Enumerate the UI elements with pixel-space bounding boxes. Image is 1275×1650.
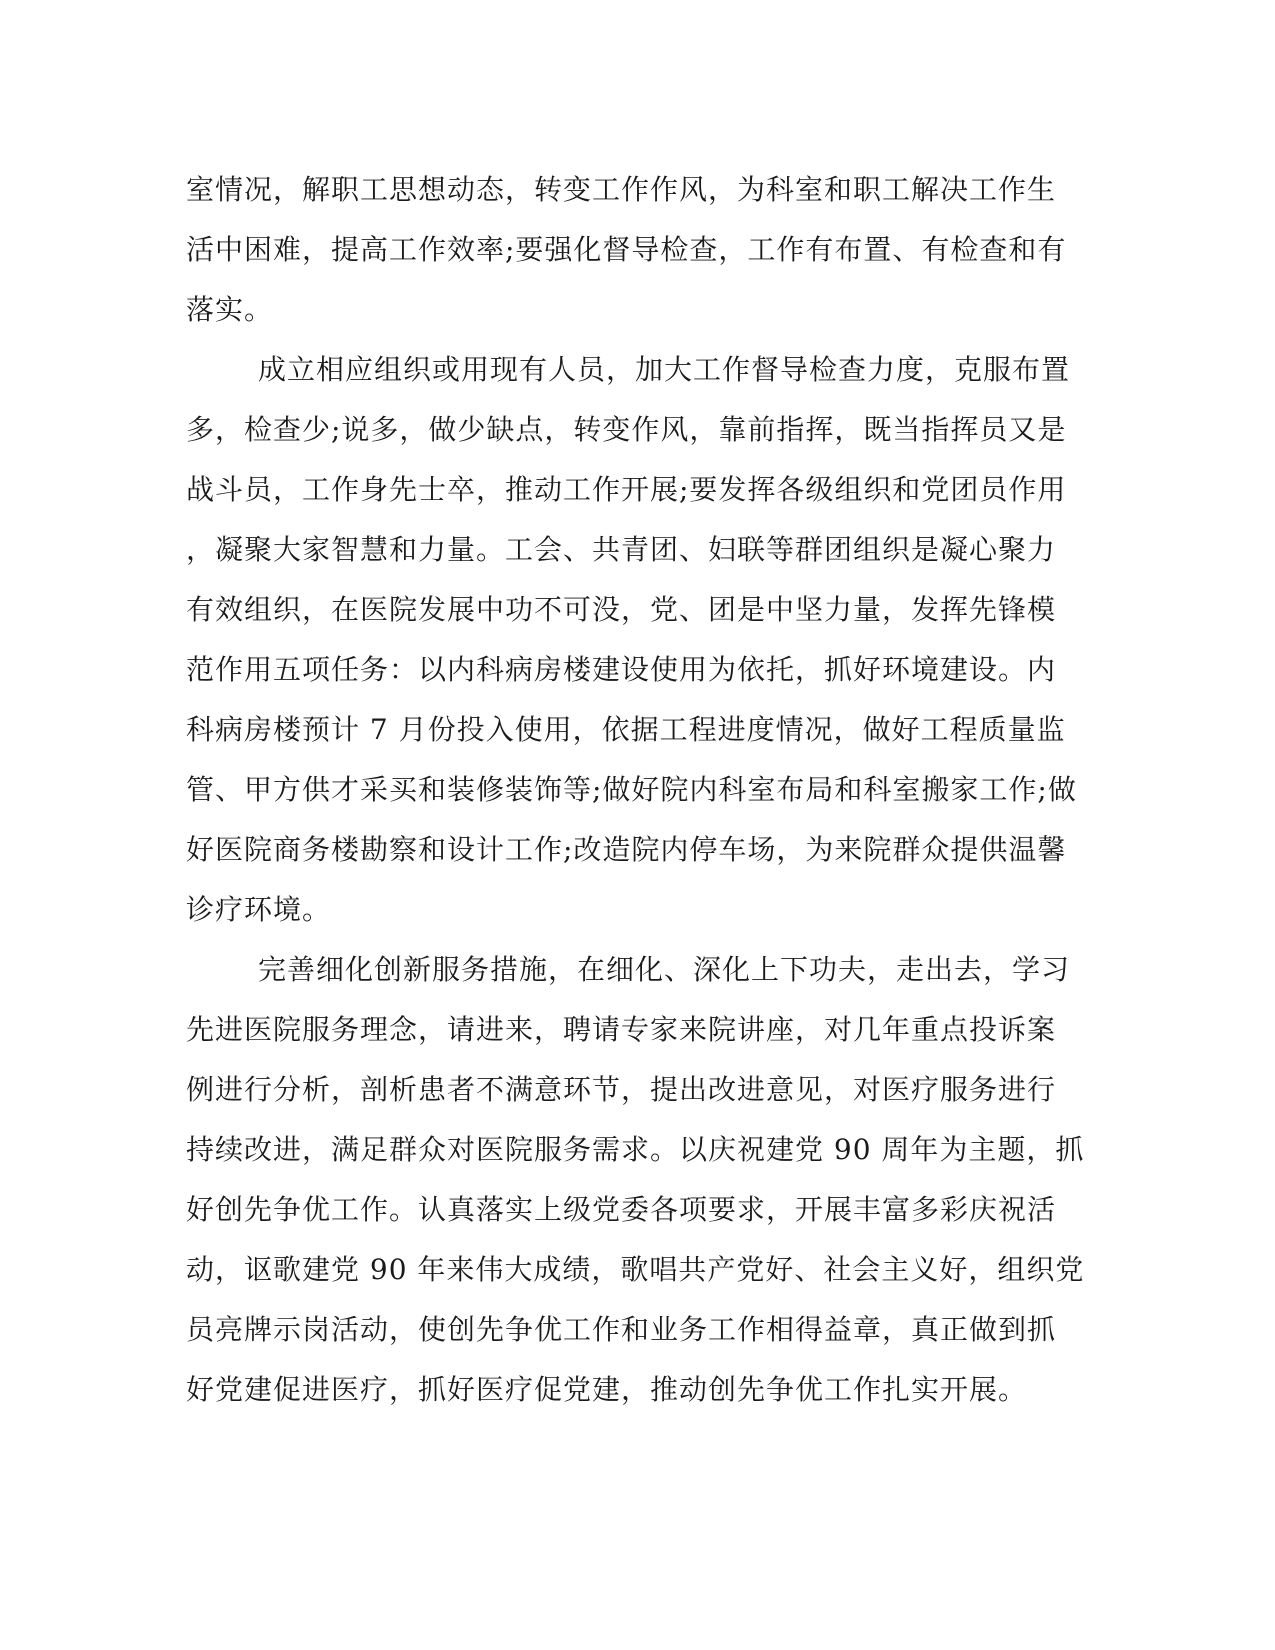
text-line: 持续改进，满足群众对医院服务需求。以庆祝建党 90 周年为主题，抓 [186,1133,1085,1166]
text-line: 诊疗环境。 [186,893,332,926]
text-line: ，凝聚大家智慧和力量。工会、共青团、妇联等群团组织是凝心聚力 [186,533,1057,566]
paragraph-first-line: 完善细化创新服务措施，在细化、深化上下功夫，走出去，学习 [258,953,1071,986]
text-line: 好党建促进医疗，抓好医疗促党建，推动创先争优工作扎实开展。 [186,1373,1028,1406]
text-line: 科病房楼预计 7 月份投入使用，依据工程进度情况，做好工程质量监 [186,713,1066,746]
text-line: 好医院商务楼勘察和设计工作;改造院内停车场，为来院群众提供温馨 [186,833,1067,866]
document-body [186,160,1085,1420]
text-line: 战斗员，工作身先士卒，推动工作开展;要发挥各级组织和党团员作用 [186,473,1067,506]
text-line: 动，讴歌建党 90 年来伟大成绩，歌唱共产党好、社会主义好，组织党 [186,1253,1085,1286]
text-line: 先进医院服务理念，请进来，聘请专家来院讲座，对几年重点投诉案 [186,1013,1057,1046]
text-line: 管、甲方供才采买和装修装饰等;做好院内科室布局和科室搬家工作;做 [186,773,1077,806]
text-line: 活中困难，提高工作效率;要强化督导检查，工作有布置、有检查和有 [186,233,1067,266]
text-line: 落实。 [186,293,274,326]
text-line: 例进行分析，剖析患者不满意环节，提出改进意见，对医疗服务进行 [186,1073,1057,1106]
text-line: 员亮牌示岗活动，使创先争优工作和业务工作相得益章，真正做到抓 [186,1313,1057,1346]
paragraph-first-line: 成立相应组织或用现有人员，加大工作督导检查力度，克服布置 [258,353,1071,386]
text-line: 好创先争优工作。认真落实上级党委各项要求，开展丰富多彩庆祝活 [186,1193,1057,1226]
text-line: 范作用五项任务：以内科病房楼建设使用为依托，抓好环境建设。内 [186,653,1057,686]
text-line: 室情况，解职工思想动态，转变工作作风，为科室和职工解决工作生 [186,173,1057,206]
text-line: 有效组织，在医院发展中功不可没，党、团是中坚力量，发挥先锋模 [186,593,1057,626]
text-line: 多，检查少;说多，做少缺点，转变作风，靠前指挥，既当指挥员又是 [186,413,1067,446]
